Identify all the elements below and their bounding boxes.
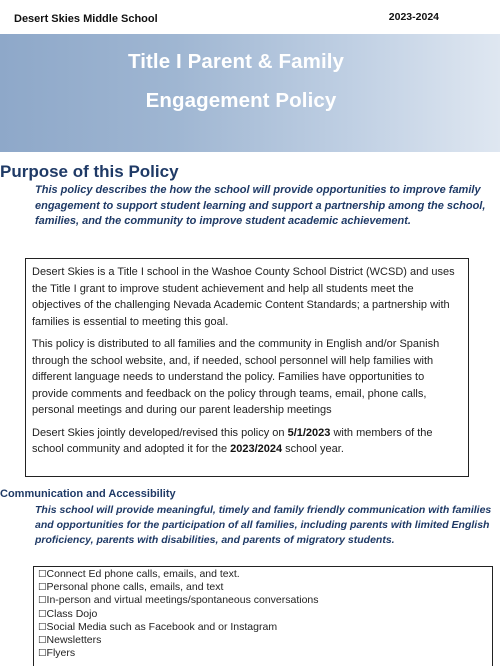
title-banner xyxy=(0,34,500,152)
checkbox-icon[interactable]: ☐ xyxy=(38,569,47,580)
list-item: ☐Class Dojo xyxy=(38,607,98,620)
list-item: ☐In-person and virtual meetings/spontaneous conversations xyxy=(38,594,319,607)
checkbox-icon[interactable]: ☐ xyxy=(38,608,47,620)
communication-intro: This school will provide meaningful, timely and family friendly communication with families and opportunities for the participation of all families, including parents with limited English proficiency, parents with disabilities, and parents of migratory students. xyxy=(35,504,492,546)
title-line-1: Title I Parent & Family xyxy=(127,50,345,73)
header-bar xyxy=(0,0,500,36)
purpose-paragraph-1: Desert Skies is a Title I school in the Washoe County School District (WCSD) and uses the Title I grant to improve student achievement and help all students meet the objectives of the challenging Nevada Academic Content Standards; a partnership with families is essential to meeting this goal. xyxy=(32,266,455,328)
purpose-heading: Purpose of this Policy xyxy=(0,162,179,181)
purpose-box xyxy=(25,258,469,477)
checkbox-icon[interactable]: ☐ xyxy=(38,635,47,647)
checkbox-icon[interactable]: ☐ xyxy=(38,595,47,607)
checkbox-icon[interactable]: ☐ xyxy=(38,582,47,594)
list-item: ☐Personal phone calls, emails, and text xyxy=(38,581,224,594)
list-item: ☐Newsletters xyxy=(38,634,102,647)
title-line-2: Engagement Policy xyxy=(145,89,337,112)
purpose-paragraph-2: This policy is distributed to all families and the community in English and/or Spanish through the school website, and, if needed, school personnel will help families with different language needs to understand the policy. Families have opportunities to provide comments and feedback on the policy through teams, email, phone calls, personal meetings and during our parent leadership meetings xyxy=(32,338,440,416)
communication-heading: Communication and Accessibility xyxy=(0,488,176,500)
school-year: 2023-2024 xyxy=(388,11,439,23)
para3-text-b: with members of the school community and adopted it for the xyxy=(32,426,433,455)
policy-year: 2023/2024 xyxy=(230,443,283,455)
para3-text-c: school year. xyxy=(282,443,344,455)
checkbox-icon[interactable]: ☐ xyxy=(38,648,47,660)
list-item: ☐Connect Ed phone calls, emails, and text. xyxy=(38,568,240,580)
communication-list xyxy=(33,566,493,666)
policy-date: 5/1/2023 xyxy=(287,426,331,439)
checkbox-icon[interactable]: ☐ xyxy=(38,621,47,633)
school-name: Desert Skies Middle School xyxy=(14,13,158,25)
purpose-intro: This policy describes the how the school will provide opportunities to improve family engagement to support student learning and support a partnership among the school, families, and the community to improve student academic achievement. xyxy=(35,184,486,227)
list-item: ☐Social Media such as Facebook and or Instagram xyxy=(38,620,278,633)
purpose-paragraph-3 xyxy=(32,425,462,458)
para3-text-a: Desert Skies jointly developed/revised this policy on xyxy=(32,426,288,439)
list-item: ☐Flyers xyxy=(38,647,76,660)
